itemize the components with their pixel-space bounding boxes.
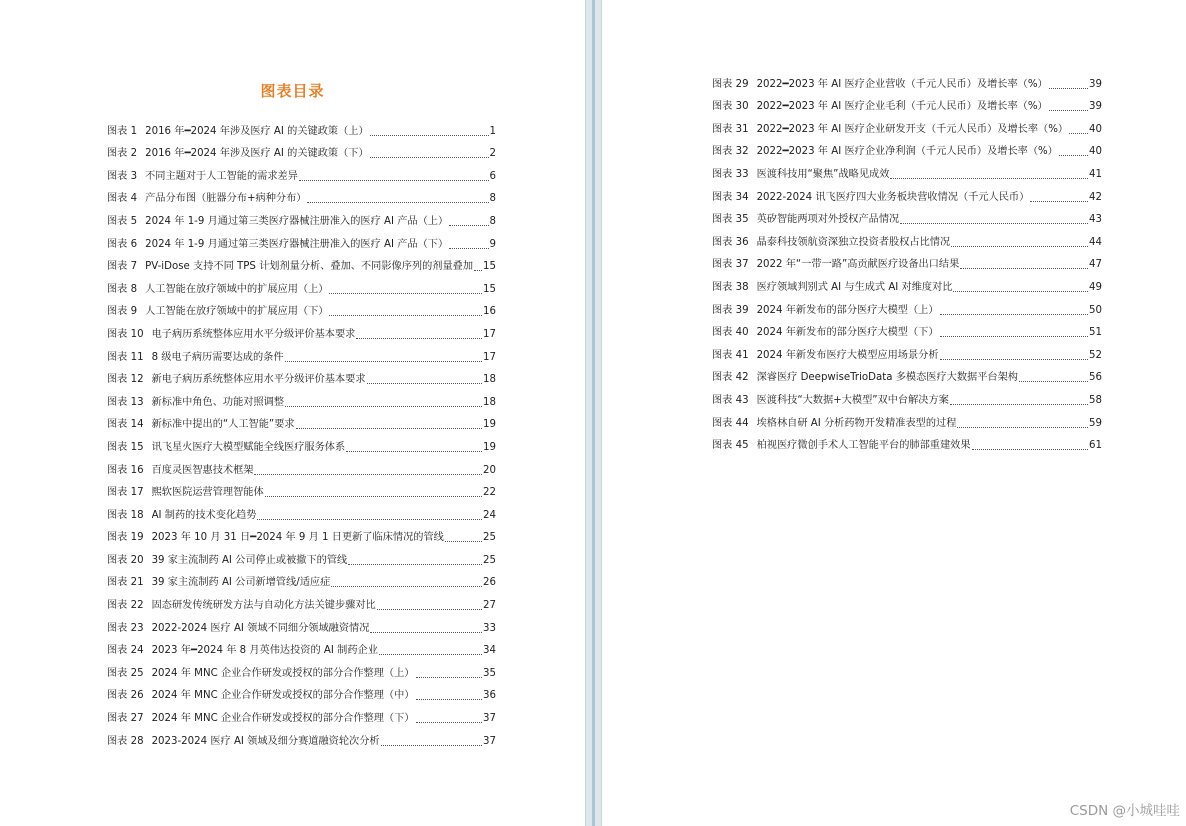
entry-page-number: 15 bbox=[483, 261, 496, 273]
dot-leader bbox=[900, 223, 1088, 224]
toc-entry[interactable] bbox=[107, 568, 496, 591]
toc-entry[interactable] bbox=[107, 252, 496, 275]
toc-entry[interactable] bbox=[712, 295, 1102, 318]
dot-leader bbox=[445, 541, 482, 542]
entry-title: 2024 年新发布的部分医疗大模型（下） bbox=[756, 327, 939, 339]
dot-leader bbox=[1069, 133, 1088, 134]
dot-leader bbox=[957, 427, 1088, 428]
entry-title: 百度灵医智惠技术框架 bbox=[151, 464, 254, 476]
entry-title: 不同主题对于人工智能的需求差异 bbox=[145, 170, 298, 182]
entry-page-number: 51 bbox=[1089, 327, 1102, 339]
entry-page-number: 1 bbox=[489, 125, 496, 137]
toc-entry[interactable] bbox=[107, 432, 496, 455]
entry-page-number: 25 bbox=[483, 554, 496, 566]
dot-leader bbox=[940, 336, 1088, 337]
entry-label: 图表 10 bbox=[107, 328, 144, 340]
entry-page-number: 44 bbox=[1089, 236, 1102, 248]
dot-leader bbox=[346, 451, 482, 452]
entry-label: 图表 25 bbox=[107, 667, 144, 679]
entry-title: 英矽智能两项对外授权产品情况 bbox=[756, 214, 900, 226]
entry-label: 图表 39 bbox=[712, 304, 749, 316]
entry-title: 2023-2024 医疗 AI 领域及细分赛道融资轮次分析 bbox=[151, 735, 380, 747]
toc-entry[interactable] bbox=[107, 139, 496, 162]
toc-entry[interactable] bbox=[107, 297, 496, 320]
page-gutter bbox=[585, 0, 602, 826]
entry-page-number: 19 bbox=[483, 419, 496, 431]
entry-label: 图表 9 bbox=[107, 306, 138, 318]
toc-entry[interactable] bbox=[107, 523, 496, 546]
entry-title: 2022 年“一带一路”高贡献医疗设备出口结果 bbox=[756, 259, 960, 271]
toc-entry[interactable] bbox=[107, 319, 496, 342]
entry-title: 熙软医院运营管理智能体 bbox=[151, 487, 264, 499]
dot-leader bbox=[370, 135, 489, 136]
entry-page-number: 24 bbox=[483, 509, 496, 521]
dot-leader bbox=[307, 202, 488, 203]
entry-title: AI 制药的技术变化趋势 bbox=[151, 509, 257, 521]
entry-title: 2022━2023 年 AI 医疗企业净利润（千元人民币）及增长率（%） bbox=[756, 146, 1058, 158]
entry-page-number: 42 bbox=[1089, 191, 1102, 203]
dot-leader bbox=[972, 449, 1089, 450]
entry-title: 人工智能在放疗领域中的扩展应用（上） bbox=[145, 283, 329, 295]
entry-label: 图表 29 bbox=[712, 78, 749, 90]
dot-leader bbox=[348, 564, 482, 565]
entry-label: 图表 36 bbox=[712, 236, 749, 248]
toc-entry[interactable] bbox=[107, 636, 496, 659]
entry-page-number: 20 bbox=[483, 464, 496, 476]
entry-label: 图表 11 bbox=[107, 351, 144, 363]
dot-leader bbox=[951, 246, 1088, 247]
entry-page-number: 22 bbox=[483, 487, 496, 499]
entry-page-number: 17 bbox=[483, 328, 496, 340]
toc-entry[interactable] bbox=[712, 385, 1102, 408]
entry-label: 图表 2 bbox=[107, 148, 138, 160]
entry-label: 图表 44 bbox=[712, 417, 749, 429]
toc-list-left bbox=[107, 116, 496, 749]
toc-entry[interactable] bbox=[712, 272, 1102, 295]
entry-page-number: 52 bbox=[1089, 349, 1102, 361]
entry-title: 2023 年 10 月 31 日━2024 年 9 月 1 日更新了临床情况的管线 bbox=[151, 532, 444, 544]
entry-label: 图表 27 bbox=[107, 713, 144, 725]
entry-label: 图表 35 bbox=[712, 214, 749, 226]
entry-page-number: 41 bbox=[1089, 168, 1102, 180]
entry-title: 2022-2024 讯飞医疗四大业务板块营收情况（千元人民币） bbox=[756, 191, 1030, 203]
dot-leader bbox=[416, 722, 483, 723]
dot-leader bbox=[381, 745, 482, 746]
dot-leader bbox=[474, 270, 482, 271]
toc-entry[interactable] bbox=[107, 410, 496, 433]
entry-page-number: 27 bbox=[483, 600, 496, 612]
entry-label: 图表 33 bbox=[712, 168, 749, 180]
entry-page-number: 6 bbox=[489, 170, 496, 182]
toc-entry[interactable] bbox=[107, 726, 496, 749]
dot-leader bbox=[960, 268, 1088, 269]
entry-title: 2023 年━2024 年 8 月英伟达投资的 AI 制药企业 bbox=[151, 645, 378, 657]
entry-page-number: 8 bbox=[489, 215, 496, 227]
dot-leader bbox=[1019, 381, 1088, 382]
toc-entry[interactable] bbox=[107, 545, 496, 568]
entry-label: 图表 22 bbox=[107, 600, 144, 612]
dot-leader bbox=[377, 609, 482, 610]
toc-entry[interactable] bbox=[712, 159, 1102, 182]
entry-label: 图表 7 bbox=[107, 261, 138, 273]
entry-title: 39 家主流制药 AI 公司新增管线/适应症 bbox=[151, 577, 331, 589]
dot-leader bbox=[940, 314, 1088, 315]
toc-entry[interactable] bbox=[107, 590, 496, 613]
toc-entry[interactable] bbox=[712, 92, 1102, 115]
entry-label: 图表 1 bbox=[107, 125, 138, 137]
entry-page-number: 8 bbox=[489, 193, 496, 205]
toc-entry[interactable] bbox=[712, 363, 1102, 386]
entry-label: 图表 6 bbox=[107, 238, 138, 250]
entry-label: 图表 17 bbox=[107, 487, 144, 499]
entry-page-number: 9 bbox=[489, 238, 496, 250]
toc-entry[interactable] bbox=[107, 184, 496, 207]
entry-page-number: 35 bbox=[483, 667, 496, 679]
dot-leader bbox=[299, 180, 489, 181]
entry-label: 图表 3 bbox=[107, 170, 138, 182]
document-page-left bbox=[0, 0, 585, 826]
entry-title: 2022━2023 年 AI 医疗企业营收（千元人民币）及增长率（%） bbox=[756, 78, 1048, 90]
entry-title: 2024 年新发布医疗大模型应用场景分析 bbox=[756, 349, 939, 361]
entry-label: 图表 40 bbox=[712, 327, 749, 339]
entry-label: 图表 21 bbox=[107, 577, 144, 589]
dot-leader bbox=[331, 586, 482, 587]
entry-label: 图表 12 bbox=[107, 374, 144, 386]
entry-label: 图表 14 bbox=[107, 419, 144, 431]
entry-label: 图表 42 bbox=[712, 372, 749, 384]
toc-entry[interactable] bbox=[107, 365, 496, 388]
toc-entry[interactable] bbox=[712, 340, 1102, 363]
entry-title: 8 级电子病历需要达成的条件 bbox=[151, 351, 284, 363]
entry-title: 2024 年 MNC 企业合作研发或授权的部分合作整理（中） bbox=[151, 690, 415, 702]
dot-leader bbox=[449, 225, 488, 226]
entry-page-number: 15 bbox=[483, 283, 496, 295]
entry-page-number: 50 bbox=[1089, 304, 1102, 316]
entry-label: 图表 30 bbox=[712, 101, 749, 113]
toc-entry[interactable] bbox=[712, 69, 1102, 92]
entry-label: 图表 4 bbox=[107, 193, 138, 205]
dot-leader bbox=[1049, 110, 1088, 111]
entry-page-number: 56 bbox=[1089, 372, 1102, 384]
dot-leader bbox=[890, 178, 1088, 179]
dot-leader bbox=[379, 654, 482, 655]
entry-title: 2024 年 1-9 月通过第三类医疗器械注册准入的医疗 AI 产品（下） bbox=[145, 238, 449, 250]
entry-title: 人工智能在放疗领域中的扩展应用（下） bbox=[145, 306, 329, 318]
dot-leader bbox=[257, 519, 482, 520]
entry-title: 医渡科技“大数据+大模型”双中台解决方案 bbox=[756, 394, 949, 406]
entry-page-number: 18 bbox=[483, 374, 496, 386]
entry-title: 2022-2024 医疗 AI 领域不同细分领域融资情况 bbox=[151, 622, 370, 634]
entry-label: 图表 38 bbox=[712, 281, 749, 293]
dot-leader bbox=[1049, 88, 1088, 89]
entry-page-number: 34 bbox=[483, 645, 496, 657]
entry-title: 深睿医疗 DeepwiseTrioData 多模态医疗大数据平台架构 bbox=[756, 372, 1018, 384]
dot-leader bbox=[367, 383, 483, 384]
entry-page-number: 47 bbox=[1089, 259, 1102, 271]
toc-entry[interactable] bbox=[107, 342, 496, 365]
page-divider bbox=[592, 0, 595, 826]
entry-page-number: 19 bbox=[483, 441, 496, 453]
dot-leader bbox=[285, 361, 482, 362]
entry-label: 图表 34 bbox=[712, 191, 749, 203]
dot-leader bbox=[1030, 201, 1088, 202]
toc-entry[interactable] bbox=[107, 681, 496, 704]
entry-label: 图表 18 bbox=[107, 509, 144, 521]
dot-leader bbox=[953, 291, 1088, 292]
dot-leader bbox=[449, 248, 488, 249]
entry-label: 图表 43 bbox=[712, 394, 749, 406]
entry-label: 图表 41 bbox=[712, 349, 749, 361]
entry-title: PV-iDose 支持不同 TPS 计划剂量分析、叠加、不同影像序列的剂量叠加 bbox=[145, 261, 474, 273]
toc-entry[interactable] bbox=[712, 408, 1102, 431]
dot-leader bbox=[950, 404, 1088, 405]
entry-page-number: 40 bbox=[1089, 123, 1102, 135]
entry-label: 图表 23 bbox=[107, 622, 144, 634]
entry-page-number: 16 bbox=[483, 306, 496, 318]
entry-title: 埃格林自研 AI 分析药物开发精准表型的过程 bbox=[756, 417, 957, 429]
entry-title: 2022━2023 年 AI 医疗企业毛利（千元人民币）及增长率（%） bbox=[756, 101, 1048, 113]
entry-title: 柏视医疗微创手术人工智能平台的肺部重建效果 bbox=[756, 440, 971, 452]
toc-entry[interactable] bbox=[107, 658, 496, 681]
toc-list-right bbox=[712, 69, 1102, 453]
toc-entry[interactable] bbox=[107, 206, 496, 229]
dot-leader bbox=[254, 474, 482, 475]
entry-label: 图表 28 bbox=[107, 735, 144, 747]
entry-title: 39 家主流制药 AI 公司停止或被撤下的管线 bbox=[151, 554, 348, 566]
entry-label: 图表 45 bbox=[712, 440, 749, 452]
entry-label: 图表 13 bbox=[107, 396, 144, 408]
entry-label: 图表 19 bbox=[107, 532, 144, 544]
entry-page-number: 18 bbox=[483, 396, 496, 408]
dot-leader bbox=[285, 406, 482, 407]
toc-entry[interactable] bbox=[107, 387, 496, 410]
document-page-right bbox=[602, 0, 1186, 826]
dot-leader bbox=[940, 359, 1088, 360]
toc-entry[interactable] bbox=[712, 431, 1102, 454]
entry-label: 图表 16 bbox=[107, 464, 144, 476]
entry-title: 晶泰科技领航资深独立投资者股权占比情况 bbox=[756, 236, 951, 248]
dot-leader bbox=[329, 293, 482, 294]
entry-title: 2024 年 MNC 企业合作研发或授权的部分合作整理（下） bbox=[151, 713, 415, 725]
entry-title: 2024 年新发布的部分医疗大模型（上） bbox=[756, 304, 939, 316]
entry-page-number: 59 bbox=[1089, 417, 1102, 429]
entry-title: 2024 年 1-9 月通过第三类医疗器械注册准入的医疗 AI 产品（上） bbox=[145, 215, 449, 227]
toc-entry[interactable] bbox=[107, 703, 496, 726]
entry-title: 讯飞星火医疗大模型赋能全线医疗服务体系 bbox=[151, 441, 346, 453]
entry-title: 电子病历系统整体应用水平分级评价基本要求 bbox=[151, 328, 356, 340]
entry-title: 2024 年 MNC 企业合作研发或授权的部分合作整理（上） bbox=[151, 667, 415, 679]
dot-leader bbox=[416, 699, 483, 700]
dot-leader bbox=[329, 315, 482, 316]
dot-leader bbox=[416, 677, 483, 678]
entry-page-number: 36 bbox=[483, 690, 496, 702]
toc-entry[interactable] bbox=[107, 161, 496, 184]
entry-label: 图表 31 bbox=[712, 123, 749, 135]
toc-entry[interactable] bbox=[107, 116, 496, 139]
watermark: CSDN @小城哇哇 bbox=[1069, 803, 1180, 819]
entry-page-number: 25 bbox=[483, 532, 496, 544]
entry-title: 医渡科技用“聚焦”战略见成效 bbox=[756, 168, 890, 180]
entry-label: 图表 32 bbox=[712, 146, 749, 158]
toc-entry[interactable] bbox=[712, 137, 1102, 160]
entry-page-number: 61 bbox=[1089, 440, 1102, 452]
toc-entry[interactable] bbox=[107, 500, 496, 523]
dot-leader bbox=[1059, 155, 1088, 156]
dot-leader bbox=[370, 632, 482, 633]
entry-page-number: 2 bbox=[489, 148, 496, 160]
entry-label: 图表 15 bbox=[107, 441, 144, 453]
toc-entry[interactable] bbox=[712, 318, 1102, 341]
toc-entry[interactable] bbox=[107, 478, 496, 501]
toc-entry[interactable] bbox=[712, 227, 1102, 250]
toc-entry[interactable] bbox=[107, 274, 496, 297]
entry-page-number: 26 bbox=[483, 577, 496, 589]
toc-entry[interactable] bbox=[107, 229, 496, 252]
dot-leader bbox=[265, 496, 482, 497]
dot-leader bbox=[356, 338, 482, 339]
entry-page-number: 49 bbox=[1089, 281, 1102, 293]
entry-label: 图表 37 bbox=[712, 259, 749, 271]
entry-page-number: 33 bbox=[483, 622, 496, 634]
entry-page-number: 43 bbox=[1089, 214, 1102, 226]
entry-page-number: 39 bbox=[1089, 101, 1102, 113]
entry-title: 2016 年━2024 年涉及医疗 AI 的关键政策（下） bbox=[145, 148, 369, 160]
toc-entry[interactable] bbox=[712, 114, 1102, 137]
entry-title: 产品分布图（脏器分布+病种分布） bbox=[145, 193, 307, 205]
entry-label: 图表 5 bbox=[107, 215, 138, 227]
entry-label: 图表 8 bbox=[107, 283, 138, 295]
dot-leader bbox=[370, 157, 489, 158]
entry-page-number: 40 bbox=[1089, 146, 1102, 158]
entry-label: 图表 26 bbox=[107, 690, 144, 702]
toc-title: 图表目录 bbox=[260, 82, 325, 100]
entry-title: 2016 年━2024 年涉及医疗 AI 的关键政策（上） bbox=[145, 125, 369, 137]
toc-entry[interactable] bbox=[712, 250, 1102, 273]
dot-leader bbox=[296, 428, 482, 429]
entry-title: 2022━2023 年 AI 医疗企业研发开支（千元人民币）及增长率（%） bbox=[756, 123, 1069, 135]
entry-title: 新标准中提出的“人工智能”要求 bbox=[151, 419, 295, 431]
entry-title: 新标准中角色、功能对照调整 bbox=[151, 396, 285, 408]
entry-page-number: 37 bbox=[483, 735, 496, 747]
entry-title: 新电子病历系统整体应用水平分级评价基本要求 bbox=[151, 374, 366, 386]
entry-label: 图表 24 bbox=[107, 645, 144, 657]
entry-page-number: 17 bbox=[483, 351, 496, 363]
toc-entry[interactable] bbox=[712, 182, 1102, 205]
toc-entry[interactable] bbox=[107, 613, 496, 636]
entry-page-number: 39 bbox=[1089, 78, 1102, 90]
entry-title: 固态研发传统研发方法与自动化方法关键步骤对比 bbox=[151, 600, 376, 612]
entry-title: 医疗领域判别式 AI 与生成式 AI 对维度对比 bbox=[756, 281, 953, 293]
entry-page-number: 58 bbox=[1089, 394, 1102, 406]
entry-label: 图表 20 bbox=[107, 554, 144, 566]
toc-entry[interactable] bbox=[107, 455, 496, 478]
entry-page-number: 37 bbox=[483, 713, 496, 725]
toc-entry[interactable] bbox=[712, 205, 1102, 228]
